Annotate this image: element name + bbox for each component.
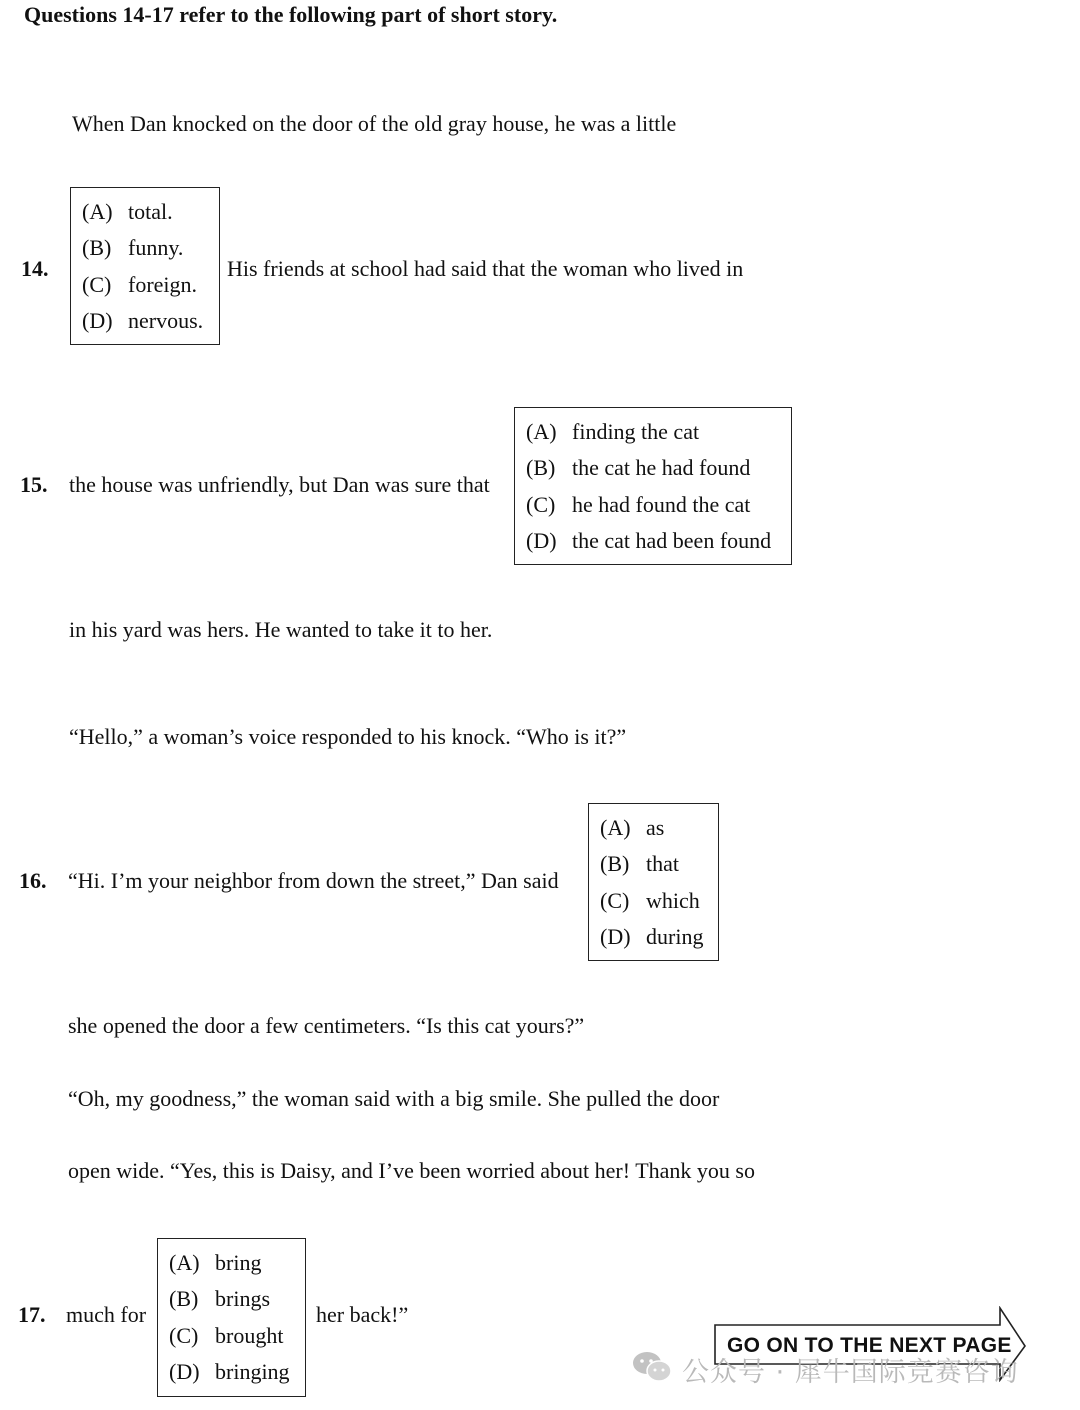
watermark-text: 公众号 · 犀牛国际竞赛咨询: [682, 1357, 1019, 1388]
passage-line-q14-after: His friends at school had said that the woman who lived in: [227, 256, 744, 281]
option-16-a[interactable]: (A) as: [600, 815, 665, 840]
question-number-16: 16.: [19, 868, 47, 893]
question-number-17: 17.: [18, 1302, 46, 1327]
passage-line-goodness: “Oh, my goodness,” the woman said with a big smile. She pulled the door: [68, 1086, 720, 1111]
option-17-d[interactable]: (D) bringing: [169, 1358, 290, 1384]
options-box-14: [70, 187, 220, 345]
passage-line-intro: When Dan knocked on the door of the old gray house, he was a little: [72, 111, 677, 136]
option-14-b[interactable]: (B) funny.: [82, 235, 184, 261]
option-17-a[interactable]: (A) bring: [169, 1250, 262, 1275]
watermark: [632, 1348, 1052, 1388]
question-number-15: 15.: [20, 472, 48, 497]
option-17-c[interactable]: (C) brought: [169, 1322, 284, 1348]
passage-line-q15-before: the house was unfriendly, but Dan was sure that: [69, 472, 490, 497]
options-box-16: [588, 803, 719, 961]
options-box-17: [157, 1238, 306, 1397]
passage-line-open: open wide. “Yes, this is Daisy, and I’ve been worried about her! Thank you so: [68, 1158, 755, 1183]
option-14-d[interactable]: (D) nervous.: [82, 307, 204, 333]
option-14-c[interactable]: (C) foreign.: [82, 271, 198, 297]
option-15-a[interactable]: (A) finding the cat: [526, 419, 700, 444]
passage-line-q16-before: “Hi. I’m your neighbor from down the street,” Dan said: [68, 868, 559, 893]
option-17-b[interactable]: (B) brings: [169, 1286, 270, 1312]
page-heading: Questions 14-17 refer to the following part of short story.: [24, 2, 558, 27]
passage-line-q17-after: her back!”: [316, 1302, 409, 1327]
option-16-b[interactable]: (B) that: [600, 851, 679, 877]
passage-line-after-15: in his yard was hers. He wanted to take it to her.: [69, 617, 493, 642]
option-15-d[interactable]: (D) the cat had been found: [526, 527, 772, 553]
option-14-a[interactable]: (A) total.: [82, 199, 173, 224]
question-number-14: 14.: [21, 256, 49, 281]
options-box-15: [514, 407, 792, 565]
option-15-c[interactable]: (C) he had found the cat: [526, 491, 751, 517]
passage-line-q17-before: much for: [66, 1302, 147, 1327]
passage-line-after-16: she opened the door a few centimeters. “Is this cat yours?”: [68, 1013, 585, 1038]
option-15-b[interactable]: (B) the cat he had found: [526, 455, 751, 481]
option-16-d[interactable]: (D) during: [600, 923, 704, 949]
wechat-icon: [632, 1350, 672, 1384]
passage-line-hello: “Hello,” a woman’s voice responded to his knock. “Who is it?”: [69, 724, 627, 749]
option-16-c[interactable]: (C) which: [600, 887, 700, 913]
next-page-label: GO ON TO THE NEXT PAGE: [727, 1334, 1012, 1357]
